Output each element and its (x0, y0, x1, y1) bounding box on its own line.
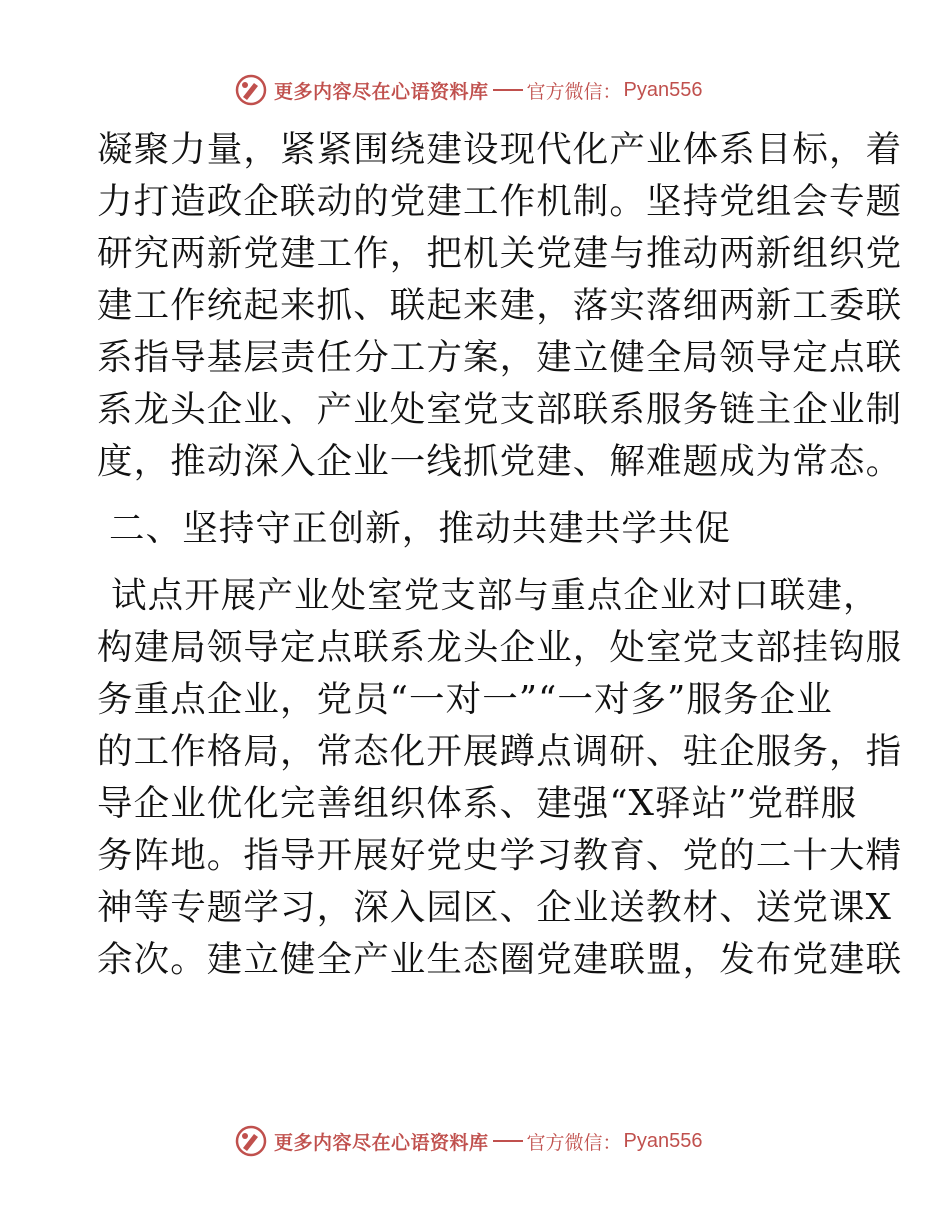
brand-logo-icon (234, 73, 268, 107)
paragraph-line: 试点开展产业处室党支部与重点企业对口联建， (111, 575, 880, 616)
paragraph-line: 的工作格局，常态化开展蹲点调研、驻企服务，指 (97, 731, 903, 772)
paragraph-1 (97, 124, 903, 488)
section-heading: 二、坚持守正创新，推动共建共学共促 (109, 508, 732, 549)
paragraph-line: 余次。建立健全产业生态圈党建联盟，发布党建联 (97, 939, 903, 980)
paragraph-line: 建工作统起来抓、联起来建，落实落细两新工委联 (97, 285, 903, 326)
paragraph-line: 系指导基层责任分工方案，建立健全局领导定点联 (97, 337, 903, 378)
watermark-official-label: 官方微信： (526, 80, 622, 103)
paragraph-2 (97, 570, 903, 986)
watermark-wechat-id: Pyan556 (623, 1129, 703, 1152)
paragraph-line: 度，推动深入企业一线抓党建、解难题成为常态。 (97, 441, 903, 482)
watermark-site-text: 更多内容尽在心语资料库 (274, 80, 489, 103)
paragraph-line: 构建局领导定点联系龙头企业，处室党支部挂钩服 (97, 627, 903, 668)
watermark-dash (493, 89, 523, 91)
paragraph-line: 系龙头企业、产业处室党支部联系服务链主企业制 (97, 389, 903, 430)
paragraph-line: 凝聚力量，紧紧围绕建设现代化产业体系目标，着 (97, 129, 903, 170)
paragraph-line: 研究两新党建工作，把机关党建与推动两新组织党 (97, 233, 903, 274)
paragraph-line: 导企业优化完善组织体系、建强“X驿站”党群服 (97, 783, 858, 824)
footer-watermark (234, 1121, 703, 1161)
document-body (97, 124, 903, 986)
watermark-site-text: 更多内容尽在心语资料库 (274, 1131, 489, 1154)
watermark-wechat-id: Pyan556 (623, 78, 703, 101)
watermark-official-label: 官方微信： (526, 1131, 622, 1154)
paragraph-line: 务重点企业，党员“一对一”“一对多”服务企业 (97, 679, 833, 720)
brand-logo-icon (234, 1124, 268, 1158)
paragraph-line: 务阵地。指导开展好党史学习教育、党的二十大精 (97, 835, 903, 876)
header-watermark (234, 70, 703, 110)
watermark-dash (493, 1140, 523, 1142)
paragraph-line: 力打造政企联动的党建工作机制。坚持党组会专题 (97, 181, 903, 222)
paragraph-line: 神等专题学习，深入园区、企业送教材、送党课X (97, 887, 892, 928)
